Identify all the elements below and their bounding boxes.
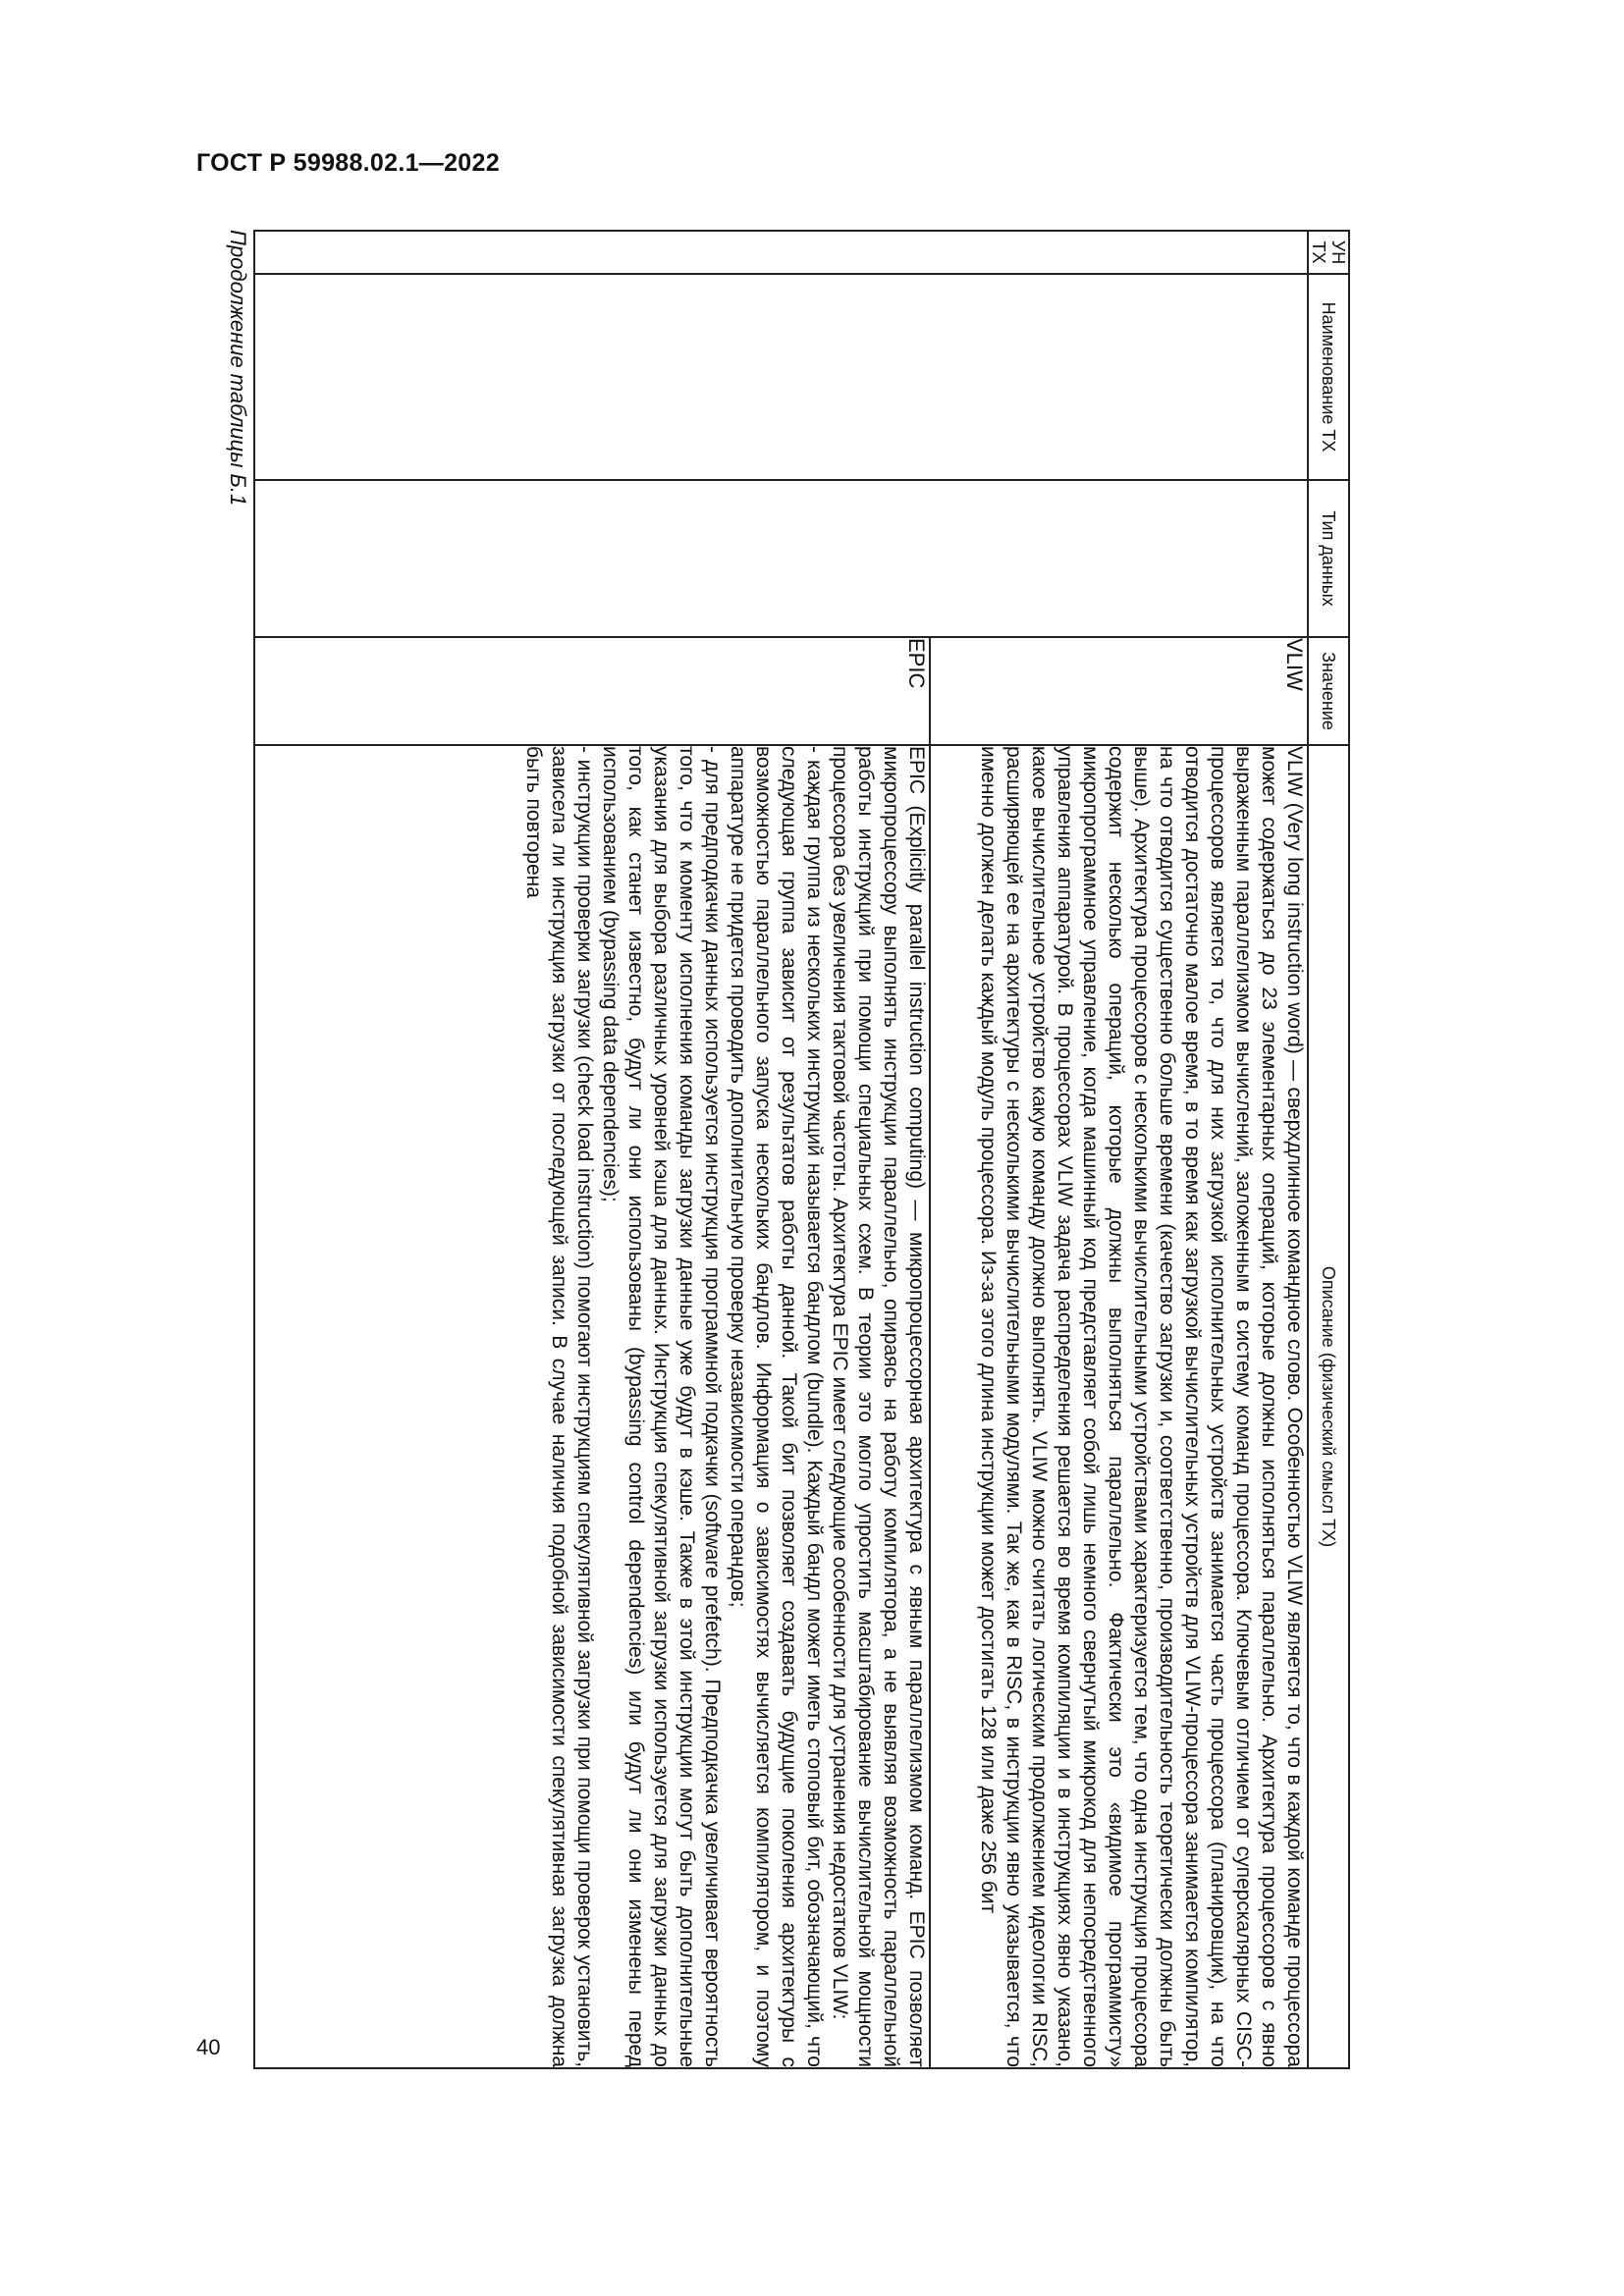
- description-paragraph: EPIC (Explicitly parallel instruction computing) — микропроцессорная архитектура с явным параллелизмом команд. EPIC позволяет микропроцессору выполнять инструкции параллельно, опираясь на работу компилятора, а не выявляя возможность параллельной работы инструкций при помощи специальных схем. В теории это могло упростить масштабирование вычислительной мощности процессора без увеличения тактовой частоты. Архитектура EPIC имеет следующие особенности для устранения недостатков VLIW:: [829, 746, 928, 2067]
- table-row: [930, 231, 1308, 2068]
- column-header-type: Тип данных: [1308, 480, 1349, 637]
- column-header-value: Значение: [1308, 637, 1349, 745]
- cell-type: [254, 480, 1308, 637]
- description-paragraph: - инструкции проверки загрузки (check load instruction) помогают инструкциям спекулятивной загрузки при помощи проверок установить, зависела ли инструкция загрузки от последующей записи. В случае наличия подобной зависимости спекулятивная загрузка должна быть повторена: [522, 746, 596, 2067]
- page-number: 40: [196, 2035, 221, 2059]
- cell-value-epic: EPIC: [254, 637, 930, 745]
- cell-value-vliw: VLIW: [930, 637, 1308, 745]
- table-header-row: [1308, 231, 1349, 2068]
- cell-id: [254, 231, 1308, 274]
- document-header: ГОСТ Р 59988.02.1—2022: [196, 149, 500, 177]
- description-paragraph: - каждая группа из нескольких инструкций называется бандлом (bundle). Каждый бандл может иметь стоповый бит, обозначающий, что следующая группа зависит от результатов работы данной. Такой бит позволяет создавать будущие поколения архитектуры с возможностью параллельного запуска нескольких бандлов. Информация о зависимостях вычисляется компилятором, и поэтому аппаратуре не придется проводить дополнительную проверку независимости операндов;: [727, 746, 826, 2067]
- description-paragraph: VLIW (Very long instruction word) — сверхдлинное командное слово. Особенностью VLIW является то, что в каждой команде процессора может содержаться до 23 элементарных операций, которые должны исполняться параллельно. Архитектура процессоров с явно выраженным параллелизмом вычислений, заложенным в систему команд процессора. Ключевым отличием от суперскалярных CISC-процессоров является то, что для них загрузкой исполнительных устройств занимается часть процессора (планировщик), на что отводится достаточно малое время, в то время как загрузкой вычислительных устройств для VLIW-процессора занимается компилятор, на что отводится существенно больше времени (качество загрузки и, соответственно, производительность теоретически должны быть выше). Архитектура процессоров с несколькими вычислительными устройствами характеризуется тем, что одна инструкция процессора содержит несколько операций, которые должны выполняться параллельно. Фактически это «видимое программисту» микропрограммное управление, когда машинный код представляет собой лишь немного свернутый микрокод для непосредственного управления аппаратурой. В процессорах VLIW задача распределения решается во время компиляции и в инструкциях явно указано, какое вычислительное устройство какую команду должно выполнять. VLIW можно считать логическим продолжением идеологии RISC, расширяющей ее на архитектуры с несколькими вычислительными модулями. Так же, как в RISC, в инструкции явно указывается, что именно должен делать каждый модуль процессора. Из-за этого длина инструкции может достигать 128 или даже 256 бит: [977, 746, 1306, 2067]
- spec-table: [253, 230, 1350, 2069]
- rotated-table-block: [135, 230, 1350, 2067]
- table-caption: Продолжение таблицы Б.1: [226, 230, 250, 507]
- cell-name: [254, 274, 1308, 480]
- column-header-name: Наименование ТХ: [1308, 274, 1349, 480]
- column-header-description: Описание (физический смысл ТХ): [1308, 745, 1349, 2068]
- cell-description-epic: [254, 745, 930, 2068]
- column-header-id: УН ТХ: [1308, 231, 1349, 274]
- cell-description-vliw: [930, 745, 1308, 2068]
- description-paragraph: - для предподкачки данных используется инструкция программной подкачки (software prefetch). Предподкачка увеличивает вероятность того, что к моменту исполнения команды загрузки данные уже будут в кэше. Также в этой инструкции могут быть дополнительные указания для выбора различных уровней кэша для данных. Инструкция спекулятивной загрузки используется для загрузки данных до того, как станет известно, будут ли они использованы (bypassing control dependencies) или будут ли они изменены перед использованием (bypassing data dependencies);: [599, 746, 724, 2067]
